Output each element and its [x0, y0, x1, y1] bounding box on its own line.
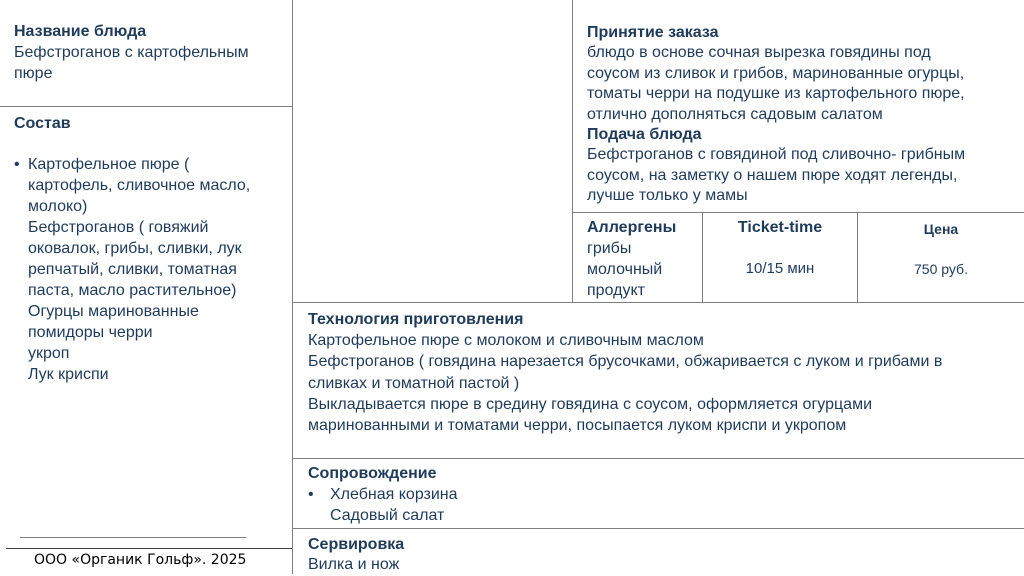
allergens-value: грибы молочный продукт [587, 240, 663, 299]
ticket-time-label: Ticket-time [737, 219, 823, 236]
footer-rule-top [20, 537, 246, 538]
allergens-cell [587, 218, 699, 301]
technology-text: Картофельное пюре с молоком и сливочным маслом Бефстроганов ( говядина нарезается брусочками, обжаривается с луком и грибами в сливках и томатной пастой ) Выкладывается пюре в средину говядина с соусом, оформляется огурцами маринованными и томатами черри, посыпается луком криспи и укропом [308, 332, 943, 435]
service-label: Сервировка [308, 536, 405, 553]
accompaniment-cell [308, 464, 1018, 526]
technology-cell [308, 310, 1018, 436]
dish-name-value: Бефстроганов с картофельным пюре [14, 44, 249, 82]
serving-label: Подача блюда [587, 126, 702, 143]
dish-name-label: Название блюда [14, 23, 147, 40]
list-item [308, 484, 1018, 526]
allergens-label: Аллергены [587, 219, 677, 236]
order-taking-label: Принятие заказа [587, 24, 719, 41]
divider-under-serving [572, 212, 1024, 213]
accompaniment-label: Сопровождение [308, 465, 437, 482]
composition-cell [14, 114, 290, 385]
order-taking-cell [587, 23, 1017, 207]
composition-list [14, 154, 290, 385]
accompaniment-item-text: Хлебная корзина Садовый салат [330, 486, 458, 524]
accompaniment-list [308, 484, 1018, 526]
footer-rule-bottom [6, 548, 292, 549]
serving-text: Бефстроганов с говядиной под сливочно- грибным соусом, на заметку о нашем пюре ходят легенды, лучше только у мамы [587, 146, 966, 204]
dish-name-cell [14, 22, 290, 84]
divider-under-accompaniment [292, 528, 1024, 529]
bullet-icon: • [14, 156, 20, 173]
list-item [14, 154, 290, 385]
bullet-icon: • [308, 486, 314, 503]
price-cell [858, 219, 1024, 280]
technology-label: Технология приготовления [308, 311, 524, 328]
divider-left-column [292, 0, 293, 574]
service-value: Вилка и нож [308, 556, 400, 573]
divider-mid-column [572, 0, 573, 302]
ticket-time-cell [703, 218, 857, 280]
service-cell [308, 535, 1018, 576]
composition-label: Состав [14, 115, 71, 132]
order-taking-text: блюдо в основе сочная вырезка говядины под соусом из сливок и грибов, маринованные огурцы, томаты черри на подушке из картофельного пюре, отлично дополняться садовым салатом [587, 44, 965, 123]
divider-under-info [292, 302, 1024, 303]
divider-under-dish-name [0, 106, 293, 107]
divider-under-technology [292, 458, 1024, 459]
footer-copyright: ООО «Органик Гольф». 2025 [34, 552, 247, 568]
price-label: Цена [923, 221, 959, 237]
price-value: 750 руб. [914, 261, 968, 277]
composition-item-text: Картофельное пюре ( картофель, сливочное масло, молоко) Бефстроганов ( говяжий оковалок, грибы, сливки, лук репчатый, сливки, томатная паста, масло растительное) Огурцы маринованные помидоры черри укроп Лук криспи [28, 156, 251, 383]
ticket-time-value: 10/15 мин [745, 260, 815, 277]
